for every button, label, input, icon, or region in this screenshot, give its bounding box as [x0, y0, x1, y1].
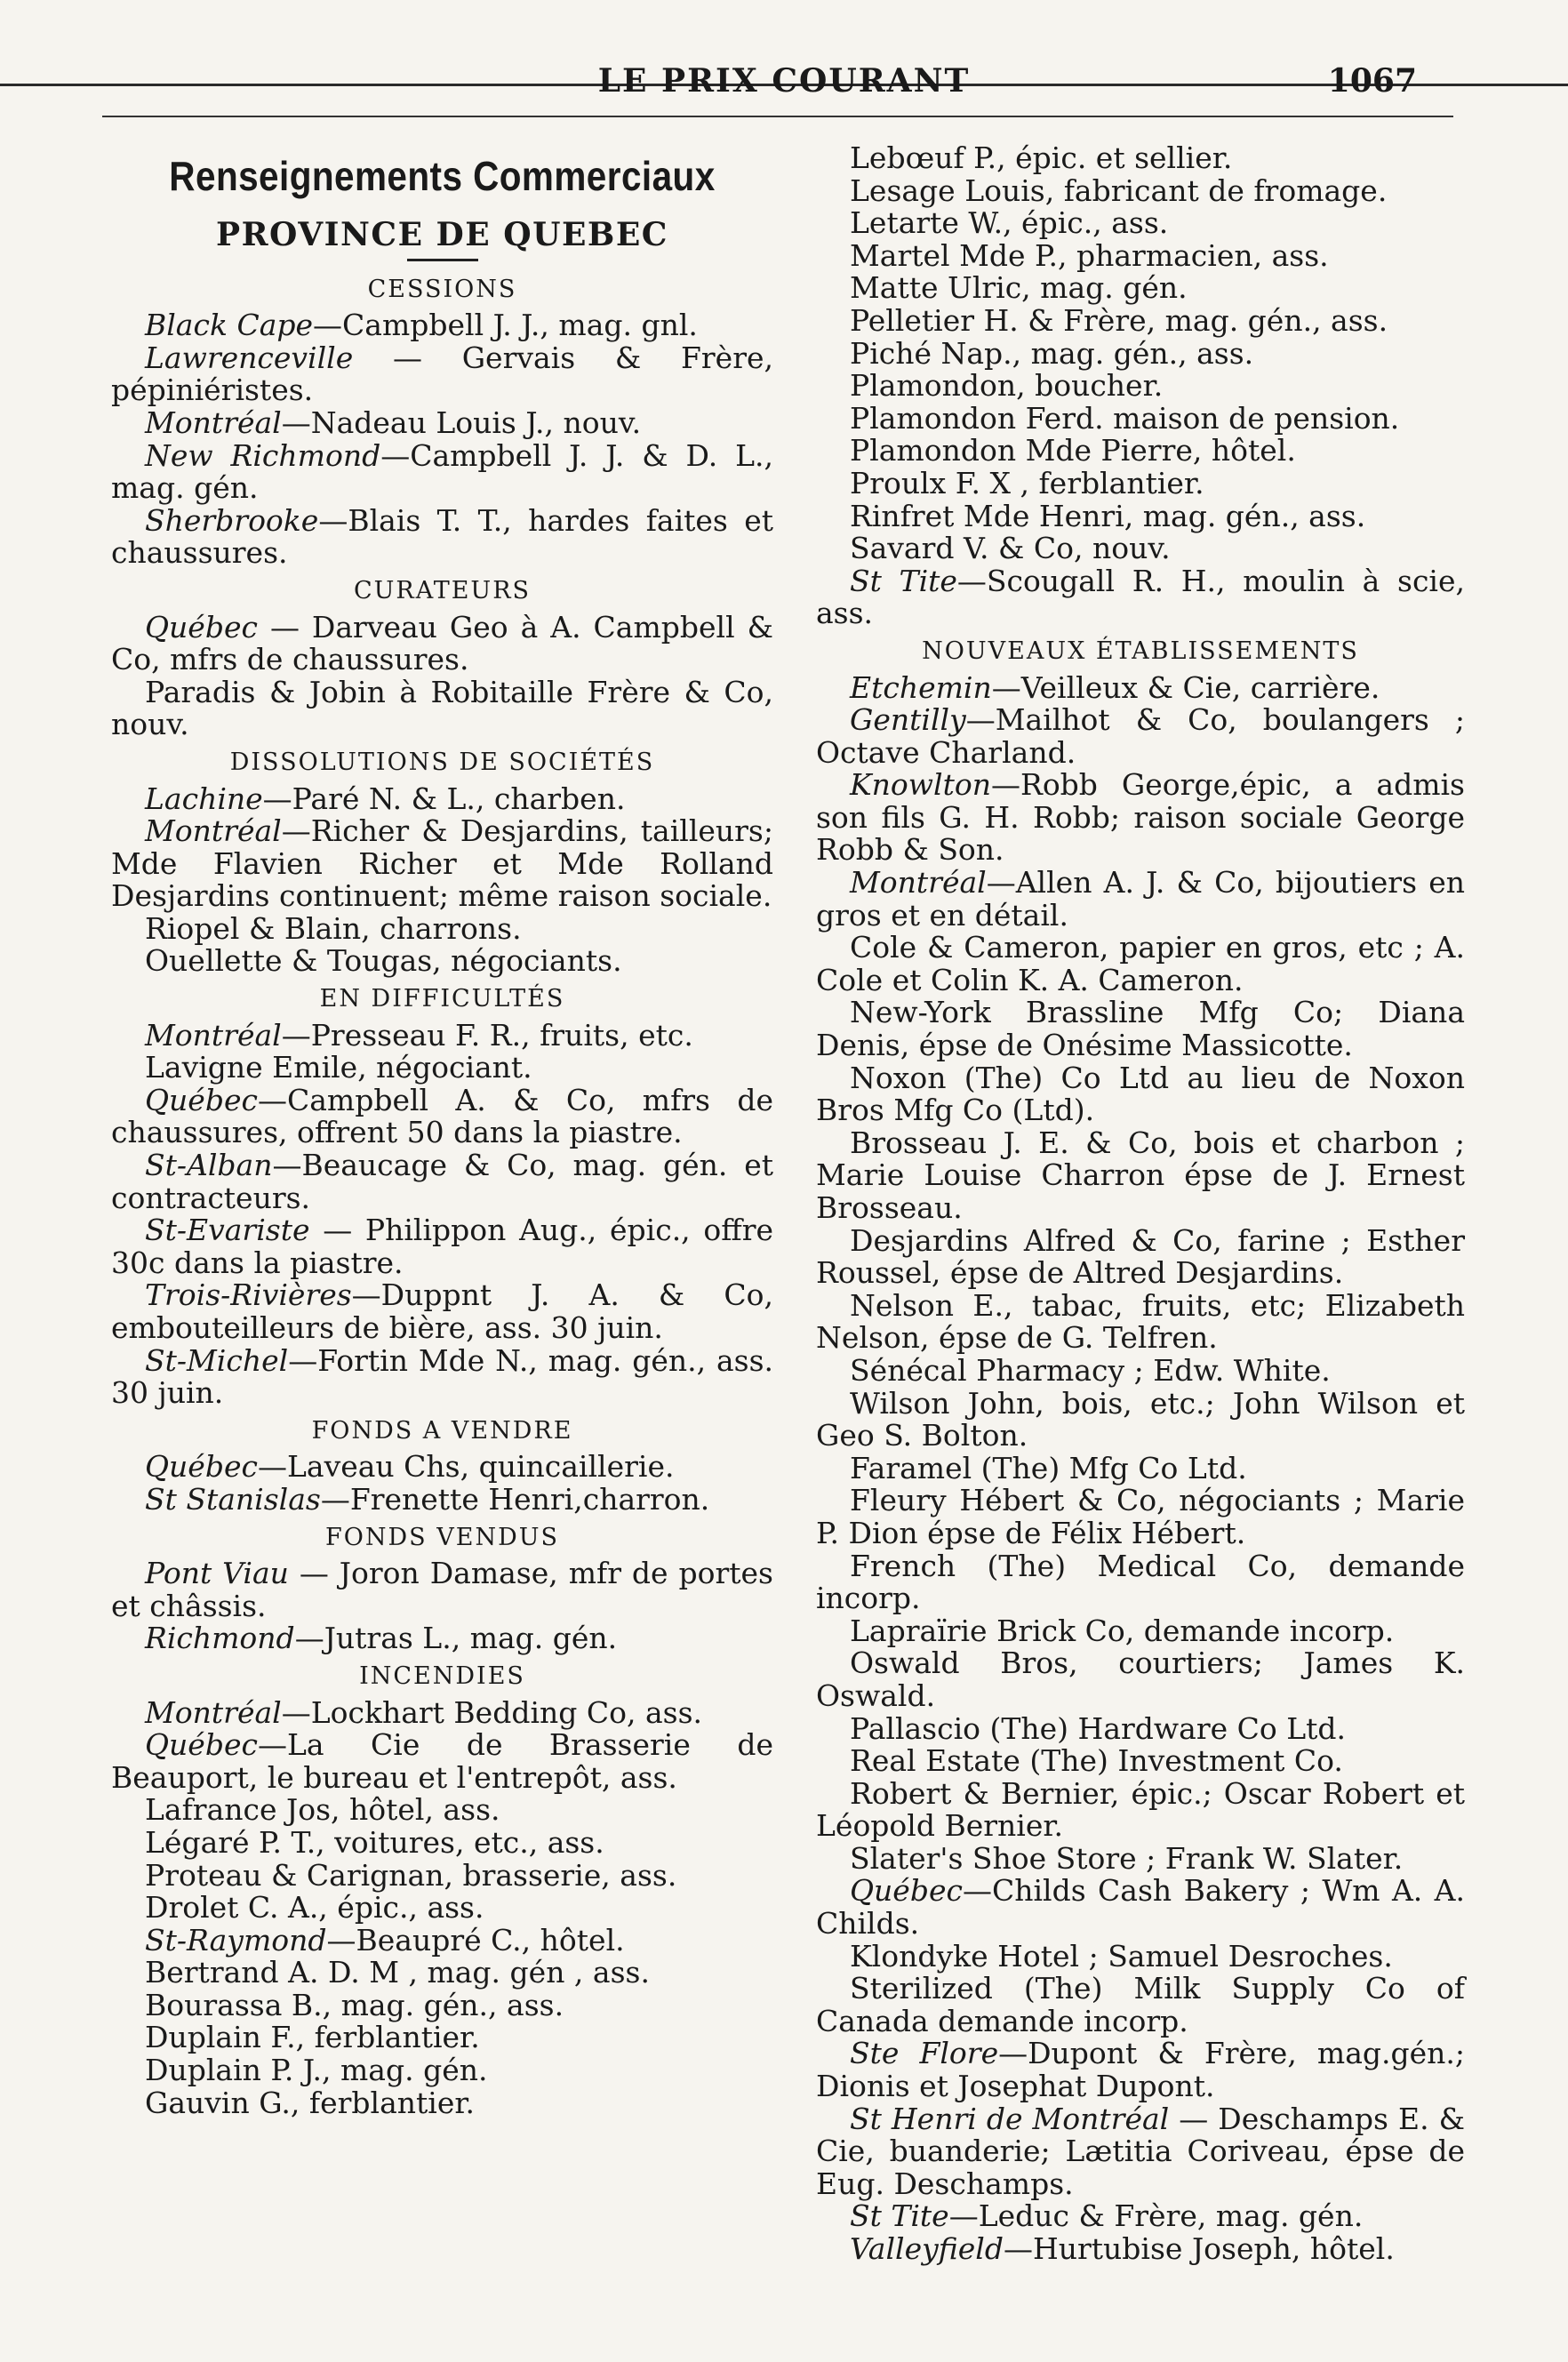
entry-text: —Richer & Desjardins, tailleurs; Mde Flavien Richer et Mde Rolland Desjardins continuent; même raison sociale.	[111, 813, 773, 914]
page-number: 1067	[1327, 62, 1417, 100]
entry-text: —Dupont & Frère, mag.gén.; Dionis et Josephat Dupont.	[816, 2036, 1465, 2104]
province-heading: PROVINCE DE QUEBEC	[216, 216, 668, 253]
place-name: Montréal	[145, 813, 282, 849]
entry-text: — Philippon Aug., épic., offre 30c dans la piastre.	[111, 1213, 773, 1280]
listing-entry	[111, 1017, 773, 1053]
entry-text: Lebœuf P., épic. et sellier.	[850, 140, 1233, 175]
listing-entry	[111, 309, 773, 342]
listing-entry	[111, 609, 773, 677]
listing-entry	[111, 674, 773, 742]
entry-text: Cole & Cameron, papier en gros, etc ; A. Cole et Colin K. A. Cameron.	[816, 930, 1465, 997]
place-name: Québec	[850, 1873, 963, 1909]
listing-entry	[111, 1622, 773, 1655]
listing-entry	[816, 1062, 1465, 1127]
main-title: Renseignements Commerciaux	[169, 153, 716, 199]
listing-entry	[111, 2054, 773, 2087]
listing-entry	[816, 704, 1465, 769]
listing-entry	[816, 532, 1465, 565]
entry-text: Klondyke Hotel ; Samuel Desroches.	[850, 1938, 1393, 1974]
entry-text: Faramel (The) Mfg Co Ltd.	[850, 1450, 1247, 1485]
listing-entry	[816, 237, 1465, 273]
listing-entry	[111, 1342, 773, 1411]
listing-entry	[816, 302, 1465, 338]
section-heading: CESSIONS	[367, 275, 517, 303]
entry-text: Noxon (The) Co Ltd au lieu de Noxon Bros Mfg Co (Ltd).	[816, 1060, 1465, 1128]
listing-entry	[816, 142, 1465, 175]
place-name: New Richmond	[145, 437, 381, 473]
entry-text: —La Cie de Brasserie de Beauport, le bureau et l'entrepôt, ass.	[111, 1727, 773, 1795]
entry-text: Bertrand A. D. M , mag. gén , ass.	[145, 1955, 650, 1990]
listing-entry	[111, 1052, 773, 1085]
listing-entry	[816, 272, 1465, 305]
entry-text: Drolet C. A., épic., ass.	[145, 1890, 484, 1926]
entry-text: Gauvin G., ferblantier.	[145, 2085, 475, 2120]
place-name: Trois-Rivières	[145, 1277, 352, 1313]
listing-entry	[111, 1922, 773, 1958]
listing-entry	[816, 465, 1465, 500]
entry-text: Brosseau J. E. & Co, bois et charbon ; Marie Louise Charron épse de J. Ernest Brosseau.	[816, 1125, 1465, 1225]
listing-entry	[816, 1973, 1465, 2038]
header-underline	[102, 116, 1453, 117]
entry-text: Matte Ulric, mag. gén.	[850, 270, 1188, 306]
entry-text: —Campbell A. & Co, mfrs de chaussures, offrent 50 dans la piastre.	[111, 1082, 773, 1150]
listing-entry	[816, 1287, 1465, 1356]
entry-text: Rinfret Mde Henri, mag. gén., ass.	[850, 498, 1366, 533]
entry-text: Riopel & Blain, charrons.	[145, 910, 522, 946]
running-header	[0, 55, 1568, 108]
entry-text: Nelson E., tabac, fruits, etc; Elizabeth Nelson, épse de G. Telfren.	[816, 1287, 1465, 1356]
section-heading: FONDS VENDUS	[325, 1523, 559, 1551]
listing-entry	[111, 1987, 773, 2022]
listing-entry	[816, 2200, 1465, 2233]
listing-entry	[111, 783, 773, 816]
listing-entry	[816, 997, 1465, 1061]
listing-entry	[816, 1385, 1465, 1453]
entry-text: French (The) Medical Co, demande incorp.	[816, 1548, 1465, 1616]
entry-text: —Campbell J. J. & D. L., mag. gén.	[111, 437, 773, 506]
place-name: St Tite	[850, 563, 957, 598]
entry-text: Proteau & Carignan, brasserie, ass.	[145, 1857, 677, 1893]
listing-entry	[111, 2087, 773, 2120]
section-heading: FONDS A VENDRE	[311, 1416, 573, 1445]
entry-text: —Presseau F. R., fruits, etc.	[281, 1017, 693, 1053]
entry-text: —Blais T. T., hardes faites et chaussures.	[111, 502, 773, 571]
listing-entry	[111, 1729, 773, 1794]
listing-entry	[111, 1279, 773, 1344]
place-name: Black Cape	[145, 308, 314, 343]
listing-entry	[816, 1938, 1465, 1974]
listing-entry	[816, 769, 1465, 867]
entry-text: Duplain P. J., mag. gén.	[145, 2053, 488, 2088]
listing-entry	[816, 1485, 1465, 1549]
listing-entry	[111, 945, 773, 978]
entry-text: —Leduc & Frère, mag. gén.	[948, 2198, 1364, 2234]
listing-entry	[111, 404, 773, 440]
entry-text: Lavigne Emile, négociant.	[145, 1050, 532, 1085]
place-name: St-Alban	[145, 1148, 273, 1183]
place-name: Sherbrooke	[145, 502, 319, 538]
entry-text: Martel Mde P., pharmacien, ass.	[850, 237, 1329, 273]
place-name: St-Evariste	[145, 1213, 310, 1248]
entry-text: Lapraïrie Brick Co, demande incorp.	[850, 1613, 1395, 1648]
entry-text: Robert & Bernier, épic.; Oscar Robert et Léopold Bernier.	[816, 1775, 1465, 1844]
place-name: Québec	[145, 1449, 258, 1485]
entry-text: Piché Nap., mag. gén., ass.	[850, 335, 1254, 371]
place-name: Montréal	[145, 1694, 282, 1730]
listing-entry	[111, 1694, 773, 1730]
listing-entry	[111, 342, 773, 407]
entry-text: —Campbell J. J., mag. gnl.	[313, 308, 698, 343]
entry-text: Proulx F. X , ferblantier.	[850, 465, 1204, 500]
place-name: Richmond	[145, 1621, 295, 1656]
listing-entry	[111, 437, 773, 506]
listing-entry	[111, 1149, 773, 1214]
place-name: Ste Flore	[850, 2036, 999, 2071]
entry-text: Légaré P. T., voitures, etc., ass.	[145, 1824, 604, 1860]
listing-entry	[816, 1840, 1465, 1876]
listing-entry	[816, 1450, 1465, 1485]
entry-text: —Allen A. J. & Co, bijoutiers en gros et en détail.	[816, 865, 1465, 933]
entry-text: — Gervais & Frère, pépiniéristes.	[111, 340, 773, 408]
listing-entry	[111, 1824, 773, 1860]
entry-text: Sterilized (The) Milk Supply Co of Canada demande incorp.	[816, 1971, 1465, 2038]
listing-entry	[111, 1481, 773, 1517]
entry-text: —Lockhart Bedding Co, ass.	[281, 1694, 703, 1730]
listing-entry	[816, 932, 1465, 997]
journal-title: LE PRIX COURANT	[597, 62, 971, 100]
listing-entry	[816, 2103, 1465, 2201]
section-heading: NOUVEAUX ÉTABLISSEMENTS	[922, 637, 1359, 665]
place-name: Montréal	[145, 404, 282, 440]
entry-text: New-York Brassline Mfg Co; Diana Denis, épse de Onésime Massicotte.	[816, 995, 1465, 1063]
entry-text: Pelletier H. & Frère, mag. gén., ass.	[850, 302, 1388, 338]
entry-text: Plamondon Mde Pierre, hôtel.	[850, 433, 1296, 468]
section-heading: INCENDIES	[359, 1661, 525, 1690]
entry-text: Savard V. & Co, nouv.	[850, 531, 1171, 566]
place-name: Lachine	[145, 781, 263, 816]
right-column	[816, 142, 1465, 2266]
place-name: Etchemin	[850, 669, 992, 705]
place-name: St-Raymond	[145, 1922, 327, 1958]
listing-entry	[111, 502, 773, 571]
entry-text: Real Estate (The) Investment Co.	[850, 1743, 1343, 1779]
listing-entry	[816, 500, 1465, 533]
entry-text: Lafrance Jos, hôtel, ass.	[145, 1792, 500, 1828]
entry-text: Wilson John, bois, etc.; John Wilson et Geo S. Bolton.	[816, 1385, 1465, 1453]
entry-text: Slater's Shoe Store ; Frank W. Slater.	[850, 1840, 1404, 1876]
listing-entry	[816, 370, 1465, 403]
entry-text: —Frenette Henri,charron.	[320, 1481, 710, 1517]
listing-entry	[111, 1892, 773, 1925]
entry-text: —Jutras L., mag. gén.	[294, 1621, 618, 1656]
listing-entry	[111, 1451, 773, 1484]
entry-text: Fleury Hébert & Co, négociants ; Marie P. Dion épse de Félix Hébert.	[816, 1483, 1465, 1550]
listing-entry	[816, 1615, 1465, 1648]
place-name: Montréal	[850, 865, 987, 901]
listing-entry	[816, 1745, 1465, 1778]
listing-entry	[816, 207, 1465, 240]
entry-text: — Deschamps E. & Cie, buanderie; Lætitia Coriveau, épse de Eug. Deschamps.	[816, 2101, 1465, 2201]
listing-entry	[816, 2038, 1465, 2102]
listing-entry	[816, 435, 1465, 468]
place-name: Québec	[145, 609, 258, 645]
short-rule	[407, 259, 478, 261]
entry-text: Letarte W., épic., ass.	[850, 205, 1169, 241]
listing-entry	[816, 1875, 1465, 1940]
entry-text: —Hurtubise Joseph, hôtel.	[1003, 2231, 1395, 2266]
entry-text: —Beaupré C., hôtel.	[326, 1922, 625, 1958]
place-name: St Tite	[850, 2198, 949, 2234]
place-name: Québec	[145, 1727, 258, 1763]
entry-text: Plamondon Ferd. maison de pension.	[850, 400, 1400, 436]
listing-entry	[816, 565, 1465, 630]
listing-entry	[111, 1214, 773, 1279]
entry-text: — Joron Damase, mfr de portes et châssis.	[111, 1556, 773, 1623]
place-name: Montréal	[145, 1017, 282, 1053]
listing-entry	[816, 1647, 1465, 1712]
place-name: Lawrenceville	[145, 340, 354, 375]
place-name: Pont Viau	[145, 1556, 289, 1591]
entry-text: —Fortin Mde N., mag. gén., ass. 30 juin.	[111, 1342, 773, 1411]
section-heading: DISSOLUTIONS DE SOCIÉTÉS	[229, 748, 655, 776]
entry-text: —Paré N. & L., charben.	[262, 781, 626, 816]
entry-text: —Scougall R. H., moulin à scie, ass.	[816, 563, 1465, 631]
entry-text: Duplain F., ferblantier.	[145, 2020, 480, 2055]
entry-text: Bourassa B., mag. gén., ass.	[145, 1987, 564, 2022]
entry-text: —Duppnt J. A. & Co, embouteilleurs de bière, ass. 30 juin.	[111, 1277, 773, 1345]
listing-entry	[816, 335, 1465, 371]
listing-entry	[111, 1857, 773, 1893]
listing-entry	[816, 669, 1465, 705]
place-name: St Henri de Montréal	[850, 2101, 1170, 2136]
listing-entry	[816, 400, 1465, 436]
place-name: Valleyfield	[850, 2231, 1004, 2266]
entry-text: Oswald Bros, courtiers; James K. Oswald.	[816, 1645, 1465, 1713]
listing-entry	[816, 172, 1465, 208]
entry-text: Plamondon, boucher.	[850, 368, 1164, 404]
place-name: Knowlton	[850, 767, 991, 803]
entry-text: —Laveau Chs, quincaillerie.	[257, 1449, 675, 1485]
listing-entry	[816, 867, 1465, 932]
section-heading: CURATEURS	[353, 576, 532, 605]
listing-entry	[816, 1550, 1465, 1615]
listing-entry	[816, 1710, 1465, 1746]
listing-entry	[111, 910, 773, 946]
entry-text: —Childs Cash Bakery ; Wm A. A. Childs.	[816, 1873, 1465, 1942]
entry-text: —Veilleux & Cie, carrière.	[991, 669, 1380, 705]
listing-entry	[111, 815, 773, 913]
entry-text: Paradis & Jobin à Robitaille Frère & Co, nouv.	[111, 674, 773, 742]
listing-entry	[111, 1794, 773, 1827]
listing-entry	[816, 1127, 1465, 1225]
place-name: Québec	[145, 1082, 258, 1117]
listing-entry	[816, 1775, 1465, 1844]
entry-text: Pallascio (The) Hardware Co Ltd.	[850, 1710, 1347, 1746]
section-heading: EN DIFFICULTÉS	[319, 985, 565, 1013]
entry-text: —Mailhot & Co, boulangers ; Octave Charland.	[816, 702, 1465, 770]
place-name: St Stanislas	[145, 1481, 321, 1517]
listing-entry	[111, 1082, 773, 1150]
entry-text: Lesage Louis, fabricant de fromage.	[850, 172, 1388, 208]
entry-text: —Nadeau Louis J., nouv.	[281, 404, 642, 440]
entry-text: Sénécal Pharmacy ; Edw. White.	[850, 1352, 1331, 1388]
listing-entry	[111, 2022, 773, 2054]
entry-text: —Beaucage & Co, mag. gén. et contracteurs.	[111, 1148, 773, 1215]
place-name: St-Michel	[145, 1342, 289, 1378]
listing-entry	[816, 2233, 1465, 2266]
entry-text: Ouellette & Tougas, négociants.	[145, 943, 622, 979]
listing-entry	[816, 1352, 1465, 1388]
entry-text: —Robb George,épic, a admis son fils G. H. Robb; raison sociale George Robb & Son.	[816, 767, 1465, 868]
place-name: Gentilly	[850, 702, 966, 738]
entry-text: Desjardins Alfred & Co, farine ; Esther Roussel, épse de Altred Desjardins.	[816, 1222, 1465, 1291]
entry-text: — Darveau Geo à A. Campbell & Co, mfrs de chaussures.	[111, 609, 773, 677]
listing-entry	[111, 1957, 773, 1990]
listing-entry	[111, 1557, 773, 1622]
listing-entry	[816, 1222, 1465, 1291]
left-column	[111, 142, 773, 2119]
